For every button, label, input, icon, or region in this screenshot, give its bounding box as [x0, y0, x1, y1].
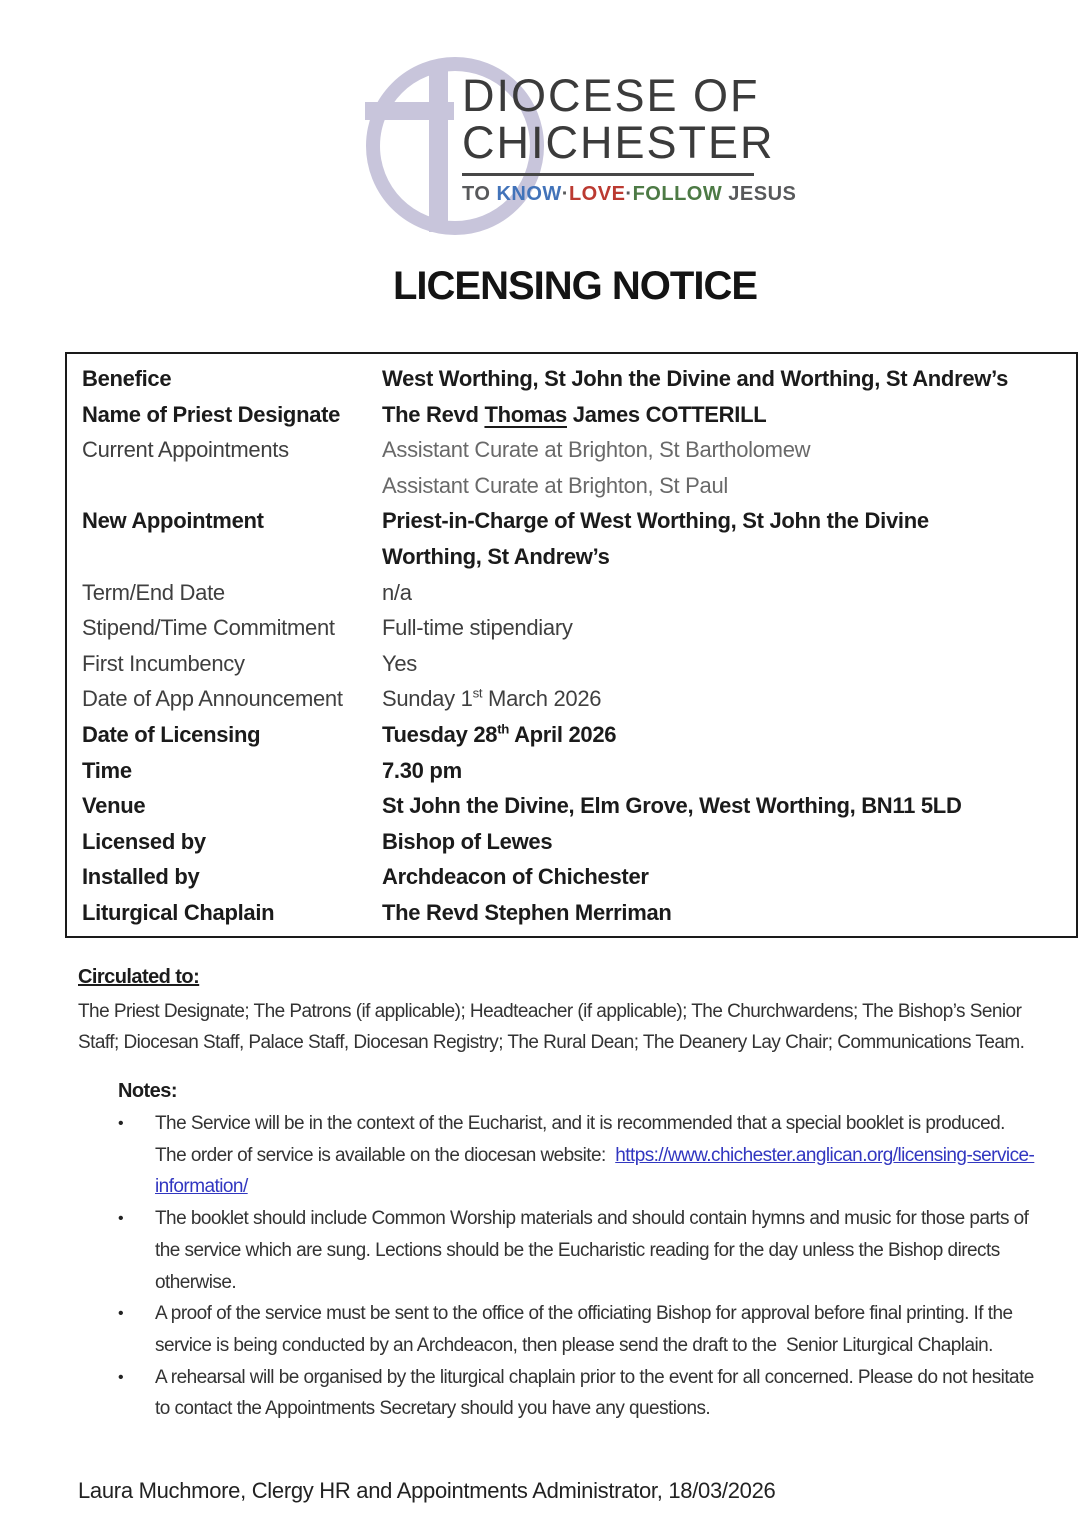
- detail-label: Stipend/Time Commitment: [82, 615, 335, 641]
- detail-value: Priest-in-Charge of West Worthing, St John the Divine Worthing, St Andrew’s: [382, 508, 929, 569]
- detail-label: New Appointment: [82, 508, 264, 534]
- diocesan-website-link[interactable]: https://www.chichester.anglican.org/licensing-service-information/: [155, 1144, 1035, 1198]
- tagline-word: JESUS: [722, 183, 797, 205]
- note-item: [118, 1203, 1040, 1298]
- detail-row: [82, 753, 1068, 789]
- detail-row: [82, 681, 1068, 717]
- detail-row: [82, 503, 1068, 574]
- bullet-icon: •: [118, 1210, 124, 1228]
- bullet-icon: •: [118, 1305, 124, 1323]
- detail-row: [82, 397, 1068, 433]
- detail-value: Assistant Curate at Brighton, St Bartholomew Assistant Curate at Brighton, St Paul: [382, 437, 811, 498]
- detail-label: Liturgical Chaplain: [82, 899, 275, 925]
- detail-label: Term/End Date: [82, 579, 225, 605]
- logo-line1: DIOCESE OF: [462, 70, 760, 121]
- signature-line: Laura Muchmore, Clergy HR and Appointments Administrator, 18/03/2026: [78, 1478, 776, 1503]
- detail-value: Archdeacon of Chichester: [382, 864, 649, 890]
- detail-value: Bishop of Lewes: [382, 828, 553, 854]
- tagline-word: ·: [561, 183, 569, 205]
- detail-row: [82, 646, 1068, 682]
- notes-section: [118, 1080, 1040, 1425]
- logo-divider: [462, 173, 754, 176]
- circulated-section: [78, 966, 1035, 1058]
- detail-label: First Incumbency: [82, 650, 245, 676]
- page-title: LICENSING NOTICE: [392, 264, 758, 308]
- logo-line2: CHICHESTER: [462, 117, 775, 168]
- notes-list: [118, 1108, 1040, 1425]
- detail-value: Tuesday 28th April 2026: [382, 721, 617, 747]
- note-text: The booklet should include Common Worship materials and should contain hymns and music for those parts of the service which are sung. Lections should be the Eucharistic reading for the day unless the Bishop directs otherwise.: [155, 1208, 1029, 1293]
- circulated-heading: Circulated to:: [78, 966, 200, 988]
- detail-value: West Worthing, St John the Divine and Worthing, St Andrew’s: [382, 366, 1009, 391]
- tagline-word: FOLLOW: [632, 183, 723, 205]
- detail-label: Current Appointments: [82, 437, 289, 463]
- circulated-body: The Priest Designate; The Patrons (if applicable); Headteacher (if applicable); The Churchwardens; The Bishop’s Senior Staff; Diocesan Staff, Palace Staff, Diocesan Registry; The Rural Dean; The Deanery Lay Chair; Communications Team.: [78, 1001, 1025, 1053]
- detail-row: [82, 432, 1068, 503]
- detail-row: [82, 788, 1068, 824]
- bullet-icon: •: [118, 1115, 124, 1132]
- detail-row: [82, 859, 1068, 895]
- note-text: A proof of the service must be sent to the office of the officiating Bishop for approval before final printing. If the service is being conducted by an Archdeacon, then please send the draft to the Senior Liturgical Chaplain.: [155, 1303, 1013, 1356]
- detail-value: n/a: [382, 579, 412, 605]
- detail-label: Venue: [82, 793, 146, 819]
- note-item: [118, 1298, 1040, 1361]
- detail-label: Licensed by: [82, 828, 206, 854]
- detail-value: Sunday 1st March 2026: [382, 686, 602, 712]
- detail-row: [82, 610, 1068, 646]
- detail-value: 7.30 pm: [382, 757, 462, 783]
- logo-wordmark: [462, 72, 796, 206]
- detail-value: St John the Divine, Elm Grove, West Worthing, BN11 5LD: [382, 793, 962, 819]
- tagline-word: LOVE: [568, 183, 626, 205]
- detail-label: Installed by: [82, 864, 200, 890]
- detail-row: [82, 361, 1068, 397]
- detail-label: Name of Priest Designate: [82, 401, 341, 427]
- notes-heading: Notes:: [118, 1080, 177, 1102]
- details-table: [65, 352, 1078, 938]
- note-text: A rehearsal will be organised by the liturgical chaplain prior to the event for all concerned. Please do not hesitate to contact the Appointments Secretary should you have any questions.: [155, 1366, 1034, 1420]
- diocese-of-chichester-logo: [357, 48, 797, 238]
- note-text: The Service will be in the context of the Eucharist, and it is recommended that a special booklet is produced. The order of service is available on the diocesan website: https://www.chichester.anglican.org/licensing-service-information/: [155, 1113, 1035, 1198]
- detail-row: [82, 575, 1068, 611]
- detail-value: Yes: [382, 650, 417, 676]
- detail-label: Benefice: [82, 366, 172, 391]
- tagline-word: KNOW: [496, 183, 562, 205]
- note-item: [118, 1362, 1040, 1425]
- detail-value: The Revd Stephen Merriman: [382, 899, 672, 925]
- detail-row: [82, 824, 1068, 860]
- detail-value: The Revd Thomas James COTTERILL: [382, 401, 767, 427]
- logo-tagline: [462, 183, 796, 206]
- tagline-word: TO: [462, 183, 497, 205]
- detail-label: Date of Licensing: [82, 721, 261, 747]
- detail-row: [82, 895, 1068, 931]
- bullet-icon: •: [118, 1368, 124, 1386]
- detail-label: Time: [82, 757, 132, 783]
- detail-label: Date of App Announcement: [82, 686, 343, 712]
- tagline-word: ·: [625, 183, 633, 205]
- note-item: [118, 1108, 1040, 1203]
- detail-value: Full-time stipendiary: [382, 615, 573, 641]
- detail-row: [82, 717, 1068, 753]
